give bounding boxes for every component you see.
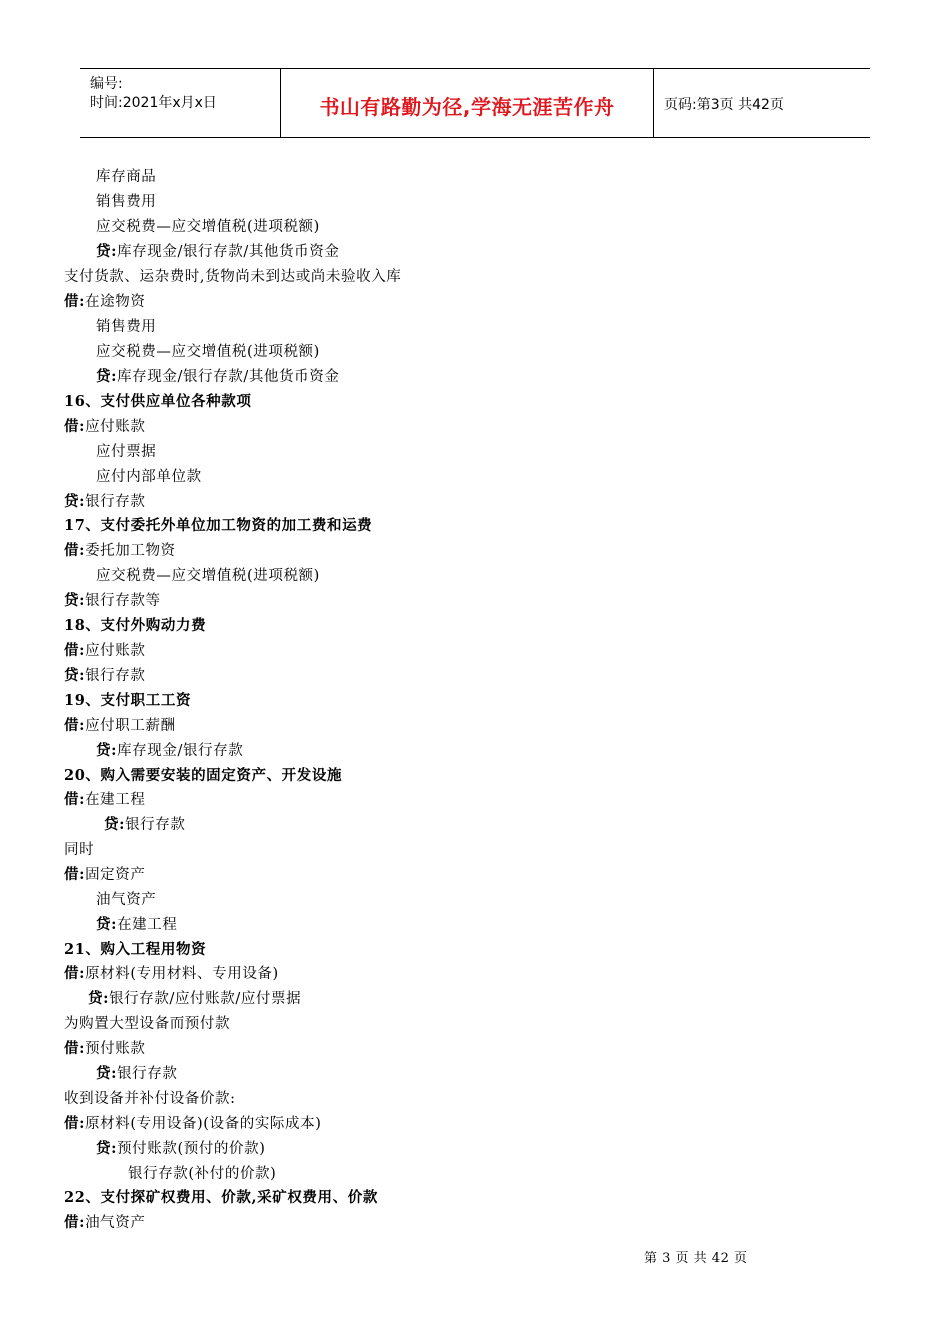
- credit-label: 贷:: [64, 667, 86, 684]
- text-line: [64, 591, 161, 611]
- entry-text: 库存商品: [96, 169, 157, 185]
- debit-label: 借:: [64, 717, 86, 734]
- text-line: [64, 267, 401, 287]
- entry-text: 预付账款(预付的价款): [117, 1141, 266, 1157]
- text-line: [64, 541, 176, 561]
- text-line: [64, 1114, 322, 1134]
- entry-text: 收到设备并补付设备价款:: [64, 1091, 236, 1107]
- section-heading: [64, 691, 191, 711]
- credit-label: 贷:: [64, 493, 86, 510]
- debit-label: 借:: [64, 642, 86, 659]
- credit-label: 贷:: [96, 742, 118, 759]
- debit-label: 借:: [64, 866, 86, 883]
- text-line: [64, 1014, 230, 1034]
- entry-text: 销售费用: [96, 194, 157, 210]
- entry-text: 19、支付职工工资: [64, 692, 192, 709]
- entry-text: 油气资产: [96, 892, 157, 908]
- section-heading: [64, 516, 372, 536]
- header-meta-cell: [80, 69, 281, 137]
- entry-text: 预付账款: [85, 1041, 146, 1057]
- text-line: [96, 1064, 177, 1084]
- debit-label: 借:: [64, 1040, 86, 1057]
- debit-label: 借:: [64, 418, 86, 435]
- credit-label: 贷:: [88, 990, 110, 1007]
- page-footer: 第 3 页 共 42 页: [644, 1251, 748, 1266]
- header-motto-cell: [281, 69, 654, 137]
- entry-text: 21、购入工程用物资: [64, 941, 207, 958]
- text-line: [64, 790, 145, 810]
- text-line: [96, 1139, 265, 1159]
- motto-text: 书山有路勤为径,学海无涯苦作舟: [319, 95, 615, 119]
- section-heading: [64, 940, 206, 960]
- entry-text: 支付货款、运杂费时,货物尚未到达或尚未验收入库: [64, 269, 402, 285]
- text-line: [64, 964, 279, 984]
- entry-text: 22、支付探矿权费用、价款,采矿权费用、价款: [64, 1189, 378, 1206]
- entry-text: 在建工程: [117, 917, 178, 933]
- debit-label: 借:: [64, 1115, 86, 1132]
- entry-text: 银行存款等: [85, 593, 161, 609]
- credit-label: 贷:: [96, 368, 118, 385]
- entry-text: 为购置大型设备而预付款: [64, 1016, 231, 1032]
- text-line: [64, 417, 145, 437]
- entry-text: 在途物资: [85, 294, 146, 310]
- entry-text: 销售费用: [96, 319, 157, 335]
- text-line: [96, 242, 339, 262]
- entry-text: 银行存款(补付的价款): [128, 1166, 277, 1182]
- entry-text: 库存现金/银行存款: [117, 743, 244, 759]
- text-line: [64, 865, 145, 885]
- document-number-label: 编号:: [90, 76, 123, 92]
- section-heading: [64, 766, 342, 786]
- entry-text: 应付票据: [96, 444, 157, 460]
- text-line: [96, 915, 177, 935]
- text-line: [64, 716, 176, 736]
- credit-label: 贷:: [64, 592, 86, 609]
- text-line: [96, 192, 156, 212]
- entry-text: 库存现金/银行存款/其他货币资金: [117, 369, 340, 385]
- entry-text: 固定资产: [85, 867, 146, 883]
- entry-text: 在建工程: [85, 792, 146, 808]
- entry-text: 应付账款: [85, 419, 146, 435]
- text-line: [64, 492, 145, 512]
- entry-text: 库存现金/银行存款/其他货币资金: [117, 244, 340, 260]
- text-line: [104, 815, 185, 835]
- entry-text: 应交税费—应交增值税(进项税额): [96, 568, 320, 584]
- entry-text: 银行存款: [125, 817, 186, 833]
- text-line: [64, 292, 145, 312]
- text-line: [96, 442, 156, 462]
- entry-text: 17、支付委托外单位加工物资的加工费和运费: [64, 517, 373, 534]
- entry-text: 应交税费—应交增值税(进项税额): [96, 219, 320, 235]
- entry-text: 银行存款: [85, 668, 146, 684]
- document-time-label: 时间:2021年x月x日: [90, 95, 217, 111]
- debit-label: 借:: [64, 293, 86, 310]
- entry-text: 原材料(专用材料、专用设备): [85, 966, 279, 982]
- debit-label: 借:: [64, 791, 86, 808]
- section-heading: [64, 616, 206, 636]
- text-line: [96, 467, 202, 487]
- entry-text: 银行存款: [117, 1066, 178, 1082]
- text-line: [64, 1039, 145, 1059]
- entry-text: 应付职工薪酬: [85, 718, 176, 734]
- entry-text: 应交税费—应交增值税(进项税额): [96, 344, 320, 360]
- text-line: [96, 217, 320, 237]
- text-line: [96, 167, 156, 187]
- entry-text: 18、支付外购动力费: [64, 617, 207, 634]
- header-page-cell: [654, 69, 870, 137]
- text-line: [64, 1213, 145, 1233]
- debit-label: 借:: [64, 542, 86, 559]
- debit-label: 借:: [64, 965, 86, 982]
- text-line: [96, 317, 156, 337]
- text-line: [64, 666, 145, 686]
- page-header: [80, 68, 870, 138]
- entry-text: 同时: [64, 842, 95, 858]
- credit-label: 贷:: [96, 1065, 118, 1082]
- text-line: [96, 890, 156, 910]
- entry-text: 20、购入需要安装的固定资产、开发设施: [64, 767, 343, 784]
- entry-text: 银行存款/应付账款/应付票据: [109, 991, 302, 1007]
- section-heading: [64, 392, 251, 412]
- entry-text: 油气资产: [85, 1215, 146, 1231]
- entry-text: 应付内部单位款: [96, 469, 202, 485]
- text-line: [64, 1089, 236, 1109]
- text-line: [96, 342, 320, 362]
- text-line: [64, 641, 145, 661]
- entry-text: 原材料(专用设备)(设备的实际成本): [85, 1116, 322, 1132]
- text-line: [96, 367, 339, 387]
- credit-label: 贷:: [96, 243, 118, 260]
- credit-label: 贷:: [104, 816, 126, 833]
- entry-text: 委托加工物资: [85, 543, 176, 559]
- text-line: [88, 989, 301, 1009]
- credit-label: 贷:: [96, 1140, 118, 1157]
- text-line: [96, 741, 243, 761]
- text-line: [96, 566, 320, 586]
- entry-text: 16、支付供应单位各种款项: [64, 393, 252, 410]
- text-line: [128, 1164, 276, 1184]
- page-info: 页码:第3页 共42页: [664, 97, 784, 113]
- entry-text: 银行存款: [85, 494, 146, 510]
- credit-label: 贷:: [96, 916, 118, 933]
- text-line: [64, 840, 94, 860]
- entry-text: 应付账款: [85, 643, 146, 659]
- section-heading: [64, 1188, 378, 1208]
- debit-label: 借:: [64, 1214, 86, 1231]
